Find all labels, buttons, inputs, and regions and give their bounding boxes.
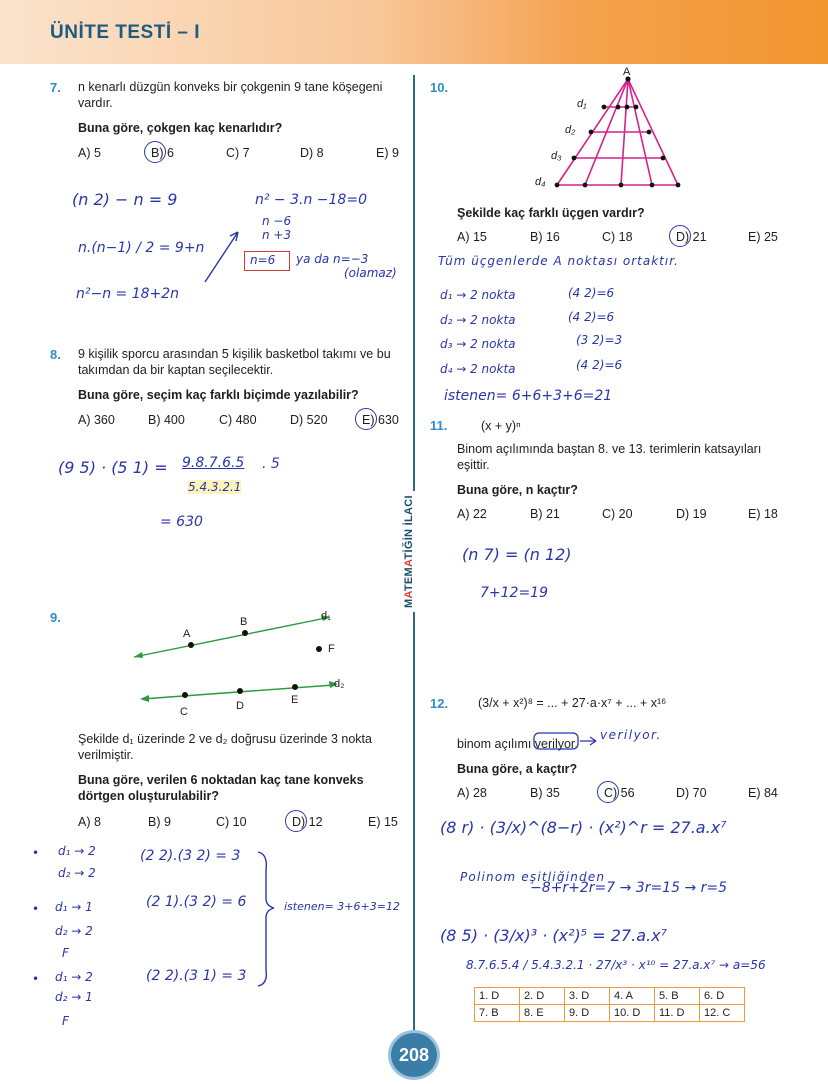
answer-key-cell: 6. D — [700, 988, 745, 1005]
q9-work-a1: d₁ → 2 — [58, 844, 96, 858]
q9-work-c2: d₂ → 1 — [55, 990, 93, 1004]
q7-number: 7. — [50, 80, 61, 95]
q8-work-line1: (9 5) · (5 1) = — [58, 458, 168, 477]
q8-work-line2: 9.8.7.6.5 — [182, 455, 245, 471]
answer-key-cell: 1. D — [475, 988, 520, 1005]
brand-vertical-text: MATEMATİĞİN İLACI — [403, 491, 415, 612]
q10-number: 10. — [430, 80, 449, 95]
q12-work-line3: −8+r+2r=7 → 3r=15 → r=5 — [530, 880, 728, 896]
q11-question: Buna göre, n kaçtır? — [457, 483, 578, 497]
q11-expression: (x + y)ⁿ — [481, 419, 521, 433]
q10-work-r1: d₁ → 2 nokta — [440, 288, 516, 302]
q11-option-d[interactable]: D) 19 — [676, 507, 707, 521]
q12-expression: (3/x + x²)⁸ = ... + 27·a·x⁷ + ... + x¹⁶ — [478, 696, 667, 710]
q12-option-d[interactable]: D) 70 — [676, 786, 707, 800]
q12-note: verilyor. — [600, 728, 662, 742]
q9-label-d2: d₂ — [334, 678, 345, 690]
q10-work-r2v: (4 2)=6 — [568, 310, 615, 324]
q11-work-line2: 7+12=19 — [480, 585, 548, 601]
q12-work-line4: (8 5) · (3/x)³ · (x²)⁵ = 27.a.x⁷ — [440, 926, 667, 945]
q7-work-line3: n²−n = 18+2n — [76, 286, 180, 302]
q7-work-line1: (n 2) − n = 9 — [72, 190, 178, 209]
q10-option-a[interactable]: A) 15 — [457, 230, 487, 244]
q11-number: 11. — [430, 418, 448, 433]
q12-answer-circle — [597, 781, 619, 803]
q11-work-line1: (n 7) = (n 12) — [462, 545, 572, 564]
q9-number: 9. — [50, 610, 61, 625]
q12-question: Buna göre, a kaçtır? — [457, 762, 578, 776]
q12-work-line2: Polinom eşitliğinden — [460, 870, 606, 884]
q9-bullet-2: • — [32, 902, 40, 916]
q10-label-d2: d₂ — [565, 124, 576, 136]
answer-key-cell: 11. D — [655, 1005, 700, 1022]
q9-option-e[interactable]: E) 15 — [368, 815, 398, 829]
q12-text: binom açılımı verilyor. — [457, 737, 578, 751]
q10-work-r3v: (3 2)=3 — [576, 333, 623, 347]
q9-work-total: istenen= 3+6+3=12 — [284, 900, 400, 913]
q10-work-total: istenen= 6+6+3+6=21 — [444, 388, 613, 404]
q9-work-c1: d₁ → 2 — [55, 970, 93, 984]
q9-work-a2: d₂ → 2 — [58, 866, 96, 880]
q9-label-d1: d₁ — [321, 610, 331, 622]
q11-option-c[interactable]: C) 20 — [602, 507, 633, 521]
q7-question: Buna göre, çokgen kaç kenarlıdır? — [78, 121, 283, 135]
q10-option-c[interactable]: C) 18 — [602, 230, 633, 244]
q9-option-d[interactable]: D) 12 — [292, 815, 323, 829]
q8-question: Buna göre, seçim kaç farklı biçimde yazılabilir? — [78, 388, 359, 402]
q7-work-line7: n=6 — [250, 253, 276, 267]
q7-option-d[interactable]: D) 8 — [300, 146, 324, 160]
q11-option-b[interactable]: B) 21 — [530, 507, 560, 521]
q7-work-line4: n² − 3.n −18=0 — [255, 192, 367, 208]
q10-work-r4v: (4 2)=6 — [576, 358, 623, 372]
q12-work-line5: 8.7.6.5.4 / 5.4.3.2.1 · 27/x³ · x¹⁰ = 27.a.x⁷ → a=56 — [466, 958, 766, 972]
q12-option-e[interactable]: E) 84 — [748, 786, 778, 800]
q8-work-line3: 5.4.3.2.1 — [188, 480, 242, 494]
q9-work-b1: d₁ → 1 — [55, 900, 93, 914]
q7-option-e[interactable]: E) 9 — [376, 146, 399, 160]
q7-option-a[interactable]: A) 5 — [78, 146, 101, 160]
q12-option-a[interactable]: A) 28 — [457, 786, 487, 800]
q9-bullet-3: • — [32, 972, 40, 986]
q9-work-b3: F — [62, 946, 69, 960]
q8-option-a[interactable]: A) 360 — [78, 413, 115, 427]
q8-option-d[interactable]: D) 520 — [290, 413, 328, 427]
q10-work-r1v: (4 2)=6 — [568, 286, 615, 300]
q9-text: Şekilde d₁ üzerinde 2 ve d₂ doğrusu üzerinde 3 nokta verilmiştir. — [78, 732, 372, 762]
q10-label-a: A — [623, 66, 631, 78]
q10-label-d1: d₁ — [577, 98, 587, 110]
q9-work-c4: (2 2).(3 1) = 3 — [146, 968, 247, 984]
q9-label-e: E — [291, 694, 299, 706]
q11-option-e[interactable]: E) 18 — [748, 507, 778, 521]
q8-work-line5: = 630 — [160, 514, 203, 530]
q9-label-b: B — [240, 616, 248, 628]
q12-work-line1: (8 r) · (3/x)^(8−r) · (x²)^r = 27.a.x⁷ — [440, 818, 727, 837]
q11-option-a[interactable]: A) 22 — [457, 507, 487, 521]
q8-number: 8. — [50, 347, 61, 362]
answer-key-cell: 5. B — [655, 988, 700, 1005]
q9-work-b4: (2 1).(3 2) = 6 — [146, 894, 247, 910]
q9-option-a[interactable]: A) 8 — [78, 815, 101, 829]
q9-work-a3: (2 2).(3 2) = 3 — [140, 848, 241, 864]
q10-work-r4: d₄ → 2 nokta — [440, 362, 516, 376]
q10-work-r3: d₃ → 2 nokta — [440, 337, 516, 351]
q7-option-b[interactable]: B) 6 — [151, 146, 174, 160]
answer-key-cell: 2. D — [520, 988, 565, 1005]
q10-label-d4: d₄ — [535, 176, 546, 188]
unit-test-title: ÜNİTE TESTİ – I — [50, 22, 201, 43]
answer-key-row — [475, 1005, 745, 1022]
q10-option-e[interactable]: E) 25 — [748, 230, 778, 244]
answer-key-cell: 12. C — [700, 1005, 745, 1022]
q12-option-b[interactable]: B) 35 — [530, 786, 560, 800]
q7-work-line8: ya da n=−3 — [296, 252, 369, 266]
q9-option-b[interactable]: B) 9 — [148, 815, 171, 829]
q10-option-b[interactable]: B) 16 — [530, 230, 560, 244]
q10-option-d[interactable]: D) 21 — [676, 230, 707, 244]
answer-key-cell: 7. B — [475, 1005, 520, 1022]
q9-label-f: F — [328, 643, 335, 655]
q9-work-b2: d₂ → 2 — [55, 924, 93, 938]
answer-key-row — [475, 988, 745, 1005]
q8-text: 9 kişilik sporcu arasından 5 kişilik basketbol takımı ve bu takımdan da bir kaptan seçilecektir. — [78, 347, 391, 377]
q9-option-c[interactable]: C) 10 — [216, 815, 247, 829]
q8-option-c[interactable]: C) 480 — [219, 413, 257, 427]
q9-work-c3: F — [62, 1014, 69, 1028]
q10-work-line1: Tüm üçgenlerde A noktası ortaktır. — [438, 254, 679, 268]
page-number-badge: 208 — [388, 1030, 440, 1080]
q12-option-c[interactable]: C) 56 — [604, 786, 635, 800]
q11-text: Binom açılımında baştan 8. ve 13. terimlerin katsayıları eşittir. — [457, 442, 762, 472]
q8-option-e[interactable]: E) 630 — [362, 413, 399, 427]
q10-question: Şekilde kaç farklı üçgen vardır? — [457, 206, 645, 220]
answer-key-cell: 3. D — [565, 988, 610, 1005]
q12-number: 12. — [430, 696, 449, 711]
q9-label-d: D — [236, 700, 244, 712]
q8-work-line4: . 5 — [262, 456, 280, 472]
q9-label-c: C — [180, 706, 188, 718]
q10-work-r2: d₂ → 2 nokta — [440, 313, 516, 327]
answer-key-table — [474, 987, 745, 1022]
answer-key-cell: 8. E — [520, 1005, 565, 1022]
q7-work-line9: (olamaz) — [344, 266, 397, 280]
q9-bullet-1: • — [32, 846, 40, 860]
answer-key-cell: 4. A — [610, 988, 655, 1005]
answer-key-cell: 10. D — [610, 1005, 655, 1022]
q7-work-line2: n.(n−1) / 2 = 9+n — [78, 240, 205, 256]
q7-work-line6: n +3 — [262, 228, 292, 242]
q8-option-b[interactable]: B) 400 — [148, 413, 185, 427]
q10-label-d3: d₃ — [551, 150, 562, 162]
q7-work-line5: n −6 — [262, 214, 292, 228]
q7-option-c[interactable]: C) 7 — [226, 146, 250, 160]
q9-label-a: A — [183, 628, 191, 640]
answer-key-cell: 9. D — [565, 1005, 610, 1022]
q7-text: n kenarlı düzgün konveks bir çokgenin 9 tane köşegeni vardır. — [78, 80, 383, 110]
q9-question: Buna göre, verilen 6 noktadan kaç tane konveks dörtgen oluşturulabilir? — [78, 773, 364, 803]
